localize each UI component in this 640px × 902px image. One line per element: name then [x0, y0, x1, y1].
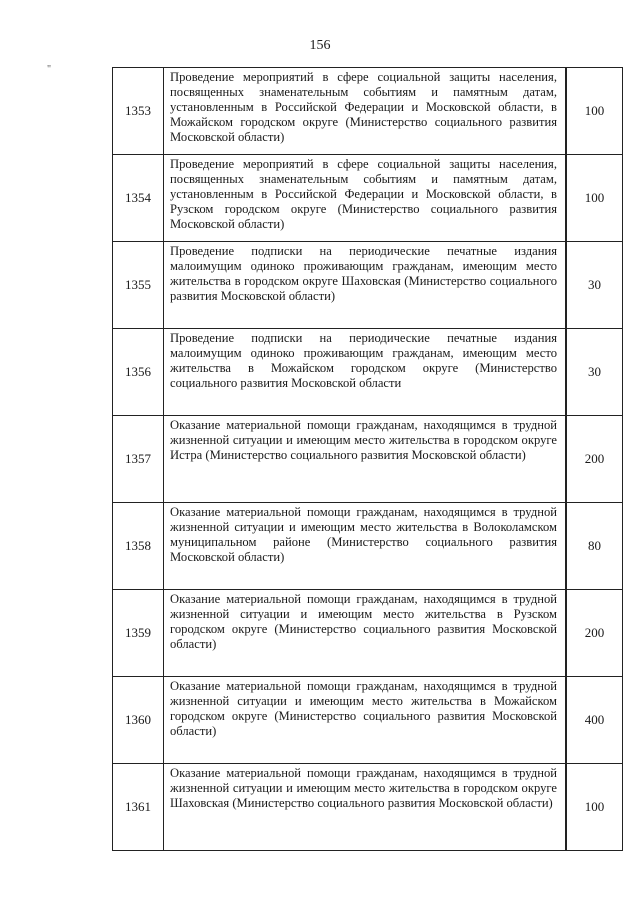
table-row [113, 329, 623, 416]
table-row [113, 68, 623, 155]
row-number: 1361 [113, 764, 164, 851]
table-row [113, 416, 623, 503]
row-amount: 100 [566, 68, 623, 155]
appropriations-table [112, 67, 623, 851]
row-amount: 100 [566, 155, 623, 242]
row-amount: 200 [566, 416, 623, 503]
row-description-text: Оказание материальной помощи гражданам, находящимся в трудной жизненной ситуации и имеющим место жительства в городском округе Истра (Министерство социального развития Московской области) [170, 418, 557, 462]
row-description [164, 68, 567, 155]
row-description-text: Оказание материальной помощи гражданам, находящимся в трудной жизненной ситуации и имеющим место жительства в городском округе Шаховская (Министерство социального развития Московской области) [170, 766, 557, 810]
row-description-text: Проведение мероприятий в сфере социальной защиты населения, посвященных знаменательным событиям и памятным датам, установленным в Российской Федерации и Московской области, в Рузском городском округе (Министерство социального развития Московской области) [170, 157, 557, 231]
row-amount: 400 [566, 677, 623, 764]
page-number: 156 [309, 38, 331, 53]
row-description [164, 416, 567, 503]
corner-mark: " [47, 64, 52, 75]
row-amount: 100 [566, 764, 623, 851]
table-row [113, 590, 623, 677]
table-row [113, 155, 623, 242]
row-amount: 30 [566, 242, 623, 329]
row-number: 1355 [113, 242, 164, 329]
row-amount: 30 [566, 329, 623, 416]
table-row [113, 677, 623, 764]
row-number: 1358 [113, 503, 164, 590]
row-description [164, 503, 567, 590]
row-description [164, 590, 567, 677]
row-description-text: Проведение подписки на периодические печатные издания малоимущим одиноко проживающим гражданам, имеющим место жительства в Можайском городском округе (Министерство социального развития Московской области [170, 331, 557, 390]
row-description [164, 329, 567, 416]
row-description [164, 677, 567, 764]
row-number: 1354 [113, 155, 164, 242]
row-number: 1356 [113, 329, 164, 416]
table-row [113, 764, 623, 851]
row-amount: 80 [566, 503, 623, 590]
row-description-text: Оказание материальной помощи гражданам, находящимся в трудной жизненной ситуации и имеющим место жительства в Рузском городском округе (Министерство социального развития Московской области) [170, 592, 557, 651]
row-description [164, 155, 567, 242]
table-row [113, 503, 623, 590]
row-number: 1357 [113, 416, 164, 503]
row-description [164, 242, 567, 329]
row-description-text: Оказание материальной помощи гражданам, находящимся в трудной жизненной ситуации и имеющим место жительства в Можайском городском округе (Министерство социального развития Московской области) [170, 679, 557, 738]
row-number: 1353 [113, 68, 164, 155]
row-number: 1360 [113, 677, 164, 764]
row-description [164, 764, 567, 851]
row-description-text: Оказание материальной помощи гражданам, находящимся в трудной жизненной ситуации и имеющим место жительства в Волоколамском муниципальном районе (Министерство социального развития Московской области) [170, 505, 557, 564]
row-description-text: Проведение подписки на периодические печатные издания малоимущим одиноко проживающим гражданам, имеющим место жительства в городском округе Шаховская (Министерство социального развития Московской области) [170, 244, 557, 303]
row-amount: 200 [566, 590, 623, 677]
row-number: 1359 [113, 590, 164, 677]
table-row [113, 242, 623, 329]
row-description-text: Проведение мероприятий в сфере социальной защиты населения, посвященных знаменательным событиям и памятным датам, установленным в Российской Федерации и Московской области, в Можайском городском округе (Министерство социального развития Московской области) [170, 70, 557, 144]
